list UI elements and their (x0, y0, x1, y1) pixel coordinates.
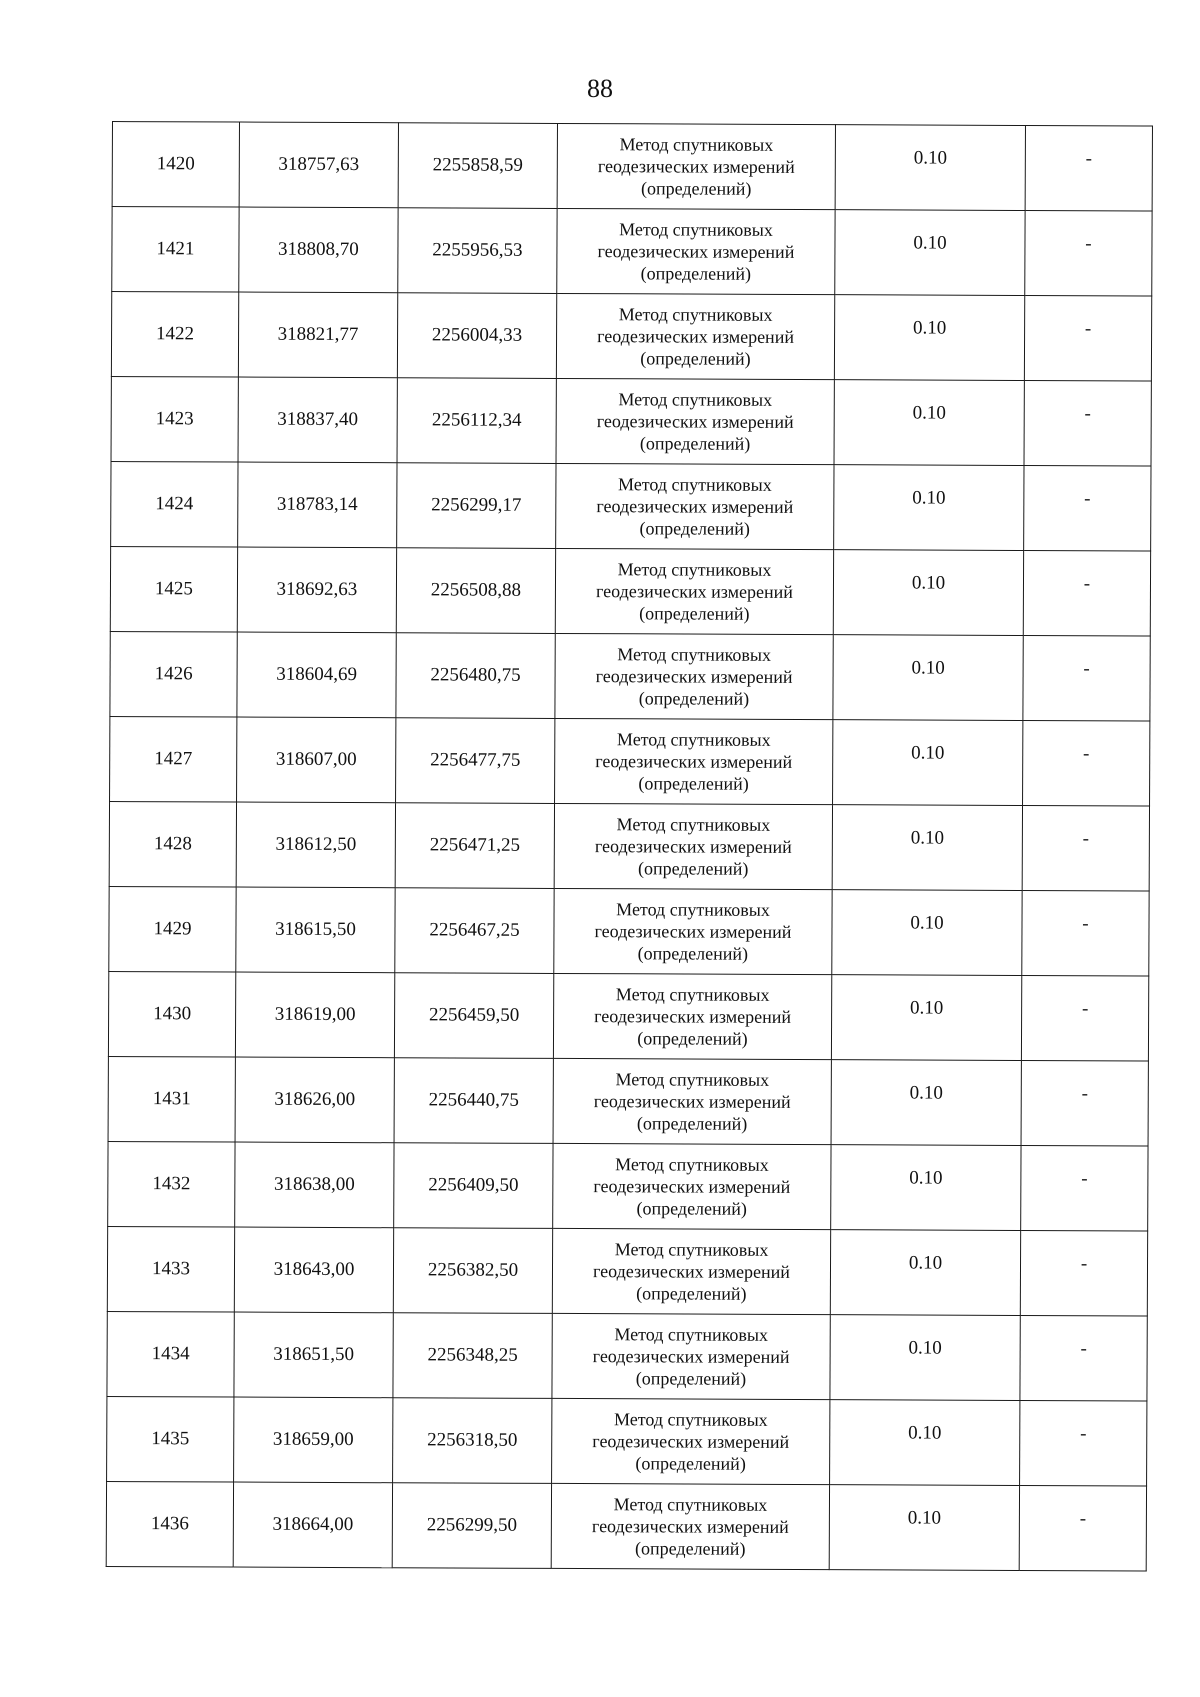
method-text-line: геодезических измерений (597, 156, 795, 177)
table-row (107, 1311, 1147, 1401)
table-row (110, 546, 1150, 636)
note-cell: - (1024, 295, 1151, 381)
note-cell: - (1019, 1485, 1146, 1571)
x-coordinate-cell: 318615,50 (236, 887, 395, 973)
table-row (109, 886, 1149, 976)
method-text-line: Метод спутниковых (618, 474, 772, 495)
method-text-line: Метод спутниковых (615, 1069, 770, 1090)
method-cell (556, 378, 834, 464)
accuracy-cell: 0.10 (833, 550, 1023, 636)
point-number-cell: 1424 (111, 461, 238, 547)
method-text-line: (определений) (638, 773, 749, 794)
method-text-line: геодезических измерений (596, 411, 794, 432)
x-coordinate-cell: 318626,00 (235, 1057, 394, 1143)
x-coordinate-cell: 318604,69 (237, 632, 396, 718)
accuracy-cell: 0.10 (835, 125, 1025, 211)
method-cell (554, 888, 832, 974)
note-cell: - (1023, 550, 1150, 636)
method-text-line: геодезических измерений (594, 836, 792, 857)
table-row (111, 461, 1151, 551)
method-text-line: Метод спутниковых (615, 984, 770, 1005)
accuracy-cell: 0.10 (830, 1400, 1020, 1486)
accuracy-cell: 0.10 (832, 890, 1022, 976)
note-cell: - (1022, 890, 1149, 976)
coordinates-table (106, 121, 1153, 1572)
method-text-line: геодезических измерений (592, 1346, 790, 1367)
note-cell: - (1025, 125, 1152, 211)
method-cell (557, 208, 835, 294)
method-text-line: (определений) (636, 1113, 748, 1134)
method-cell (555, 548, 833, 634)
x-coordinate-cell: 318808,70 (239, 207, 398, 293)
accuracy-cell: 0.10 (832, 805, 1022, 891)
y-coordinate-cell: 2256471,25 (395, 803, 554, 889)
note-cell: - (1023, 720, 1150, 806)
y-coordinate-cell: 2256382,50 (393, 1228, 552, 1314)
point-number-cell: 1423 (111, 376, 238, 462)
method-text-line: (определений) (635, 1538, 746, 1559)
x-coordinate-cell: 318664,00 (233, 1482, 392, 1568)
x-coordinate-cell: 318651,50 (234, 1312, 393, 1398)
accuracy-cell: 0.10 (829, 1485, 1019, 1571)
point-number-cell: 1435 (107, 1396, 234, 1482)
note-cell: - (1020, 1315, 1147, 1401)
accuracy-cell: 0.10 (833, 635, 1023, 721)
y-coordinate-cell: 2256459,50 (394, 973, 553, 1059)
method-text-line: (определений) (640, 178, 752, 199)
x-coordinate-cell: 318638,00 (235, 1142, 394, 1228)
point-number-cell: 1421 (112, 207, 239, 293)
point-number-cell: 1434 (107, 1311, 234, 1397)
method-text-line: Метод спутниковых (616, 729, 771, 750)
method-text-line: (определений) (637, 943, 749, 964)
table-row (107, 1396, 1147, 1486)
table-row (109, 801, 1149, 891)
method-cell (552, 1313, 830, 1399)
x-coordinate-cell: 318643,00 (234, 1227, 393, 1313)
point-number-cell: 1429 (109, 886, 236, 972)
x-coordinate-cell: 318659,00 (234, 1397, 393, 1483)
method-text-line: (определений) (639, 603, 750, 624)
point-number-cell: 1422 (111, 292, 238, 378)
method-text-line: (определений) (639, 433, 751, 454)
method-text-line: Метод спутниковых (618, 389, 773, 410)
method-cell (554, 803, 832, 889)
method-text-line: Метод спутниковых (619, 219, 773, 240)
table-row (108, 1056, 1148, 1146)
accuracy-cell: 0.10 (831, 1060, 1021, 1146)
table-row (112, 207, 1152, 297)
x-coordinate-cell: 318837,40 (238, 377, 397, 463)
method-text-line: геодезических измерений (594, 921, 792, 942)
method-text-line: геодезических измерений (593, 1176, 791, 1197)
y-coordinate-cell: 2256004,33 (397, 293, 556, 379)
method-text-line: Метод спутниковых (613, 1409, 768, 1430)
method-text-line: (определений) (639, 518, 750, 539)
method-text-line: геодезических измерений (595, 751, 793, 772)
table-row (110, 631, 1150, 721)
accuracy-cell: 0.10 (835, 210, 1025, 296)
method-text-line: Метод спутниковых (615, 1154, 769, 1175)
note-cell: - (1021, 1060, 1148, 1146)
y-coordinate-cell: 2256409,50 (394, 1143, 553, 1229)
method-cell (552, 1398, 830, 1484)
method-cell (553, 1058, 831, 1144)
x-coordinate-cell: 318619,00 (235, 972, 394, 1058)
method-cell (556, 293, 834, 379)
x-coordinate-cell: 318692,63 (237, 547, 396, 633)
accuracy-cell: 0.10 (831, 1145, 1021, 1231)
y-coordinate-cell: 2256318,50 (393, 1398, 552, 1484)
method-text-line: Метод спутниковых (618, 304, 773, 325)
method-text-line: геодезических измерений (596, 496, 794, 517)
method-cell (555, 633, 833, 719)
accuracy-cell: 0.10 (834, 380, 1024, 466)
x-coordinate-cell: 318607,00 (237, 717, 396, 803)
method-cell (553, 1143, 831, 1229)
y-coordinate-cell: 2256480,75 (396, 633, 555, 719)
y-coordinate-cell: 2256467,25 (395, 888, 554, 974)
y-coordinate-cell: 2255858,59 (398, 123, 557, 209)
y-coordinate-cell: 2256440,75 (394, 1058, 553, 1144)
table-row (108, 1141, 1148, 1231)
y-coordinate-cell: 2255956,53 (398, 208, 557, 294)
y-coordinate-cell: 2256299,50 (392, 1483, 551, 1569)
page-number: 88 (587, 74, 613, 103)
point-number-cell: 1430 (108, 971, 235, 1057)
method-text-line: геодезических измерений (591, 1516, 789, 1537)
accuracy-cell: 0.10 (833, 720, 1023, 806)
accuracy-cell: 0.10 (831, 975, 1021, 1061)
y-coordinate-cell: 2256348,25 (393, 1313, 552, 1399)
method-text-line: геодезических измерений (592, 1431, 790, 1452)
method-text-line: Метод спутниковых (614, 1324, 769, 1345)
method-text-line: (определений) (637, 1028, 748, 1049)
accuracy-cell: 0.10 (834, 295, 1024, 381)
table-row (107, 1226, 1147, 1316)
x-coordinate-cell: 318783,14 (238, 462, 397, 548)
point-number-cell: 1428 (109, 801, 236, 887)
method-text-line: геодезических измерений (593, 1091, 791, 1112)
method-text-line: (определений) (636, 1283, 747, 1304)
method-text-line: геодезических измерений (597, 241, 795, 262)
note-cell: - (1022, 805, 1149, 891)
table-body (106, 122, 1152, 1572)
y-coordinate-cell: 2256299,17 (397, 463, 556, 549)
table-row (112, 122, 1152, 212)
method-text-line: Метод спутниковых (617, 559, 772, 580)
method-cell (555, 718, 833, 804)
accuracy-cell: 0.10 (830, 1315, 1020, 1401)
method-text-line: геодезических измерений (595, 666, 793, 687)
method-text-line: Метод спутниковых (613, 1494, 768, 1515)
table-row (110, 716, 1150, 806)
point-number-cell: 1427 (110, 716, 237, 802)
table-row (106, 1481, 1146, 1571)
method-text-line: (определений) (636, 1198, 747, 1219)
note-cell: - (1024, 465, 1151, 551)
point-number-cell: 1436 (106, 1481, 233, 1567)
y-coordinate-cell: 2256477,75 (396, 718, 555, 804)
method-cell (551, 1483, 829, 1569)
note-cell: - (1020, 1230, 1147, 1316)
point-number-cell: 1425 (110, 546, 237, 632)
note-cell: - (1023, 635, 1150, 721)
point-number-cell: 1433 (107, 1226, 234, 1312)
method-text-line: (определений) (635, 1368, 747, 1389)
method-text-line: Метод спутниковых (616, 899, 770, 920)
note-cell: - (1024, 380, 1151, 466)
accuracy-cell: 0.10 (830, 1230, 1020, 1316)
method-cell (552, 1228, 830, 1314)
method-text-line: геодезических измерений (593, 1261, 790, 1282)
y-coordinate-cell: 2256508,88 (396, 548, 555, 634)
method-cell (553, 973, 831, 1059)
table-row (111, 292, 1151, 382)
method-text-line: Метод спутниковых (617, 644, 772, 665)
method-text-line: Метод спутниковых (616, 814, 771, 835)
note-cell: - (1021, 975, 1148, 1061)
table-row (108, 971, 1148, 1061)
point-number-cell: 1420 (112, 122, 239, 208)
method-cell (556, 463, 834, 549)
method-text-line: Метод спутниковых (614, 1239, 769, 1260)
method-text-line: (определений) (637, 858, 749, 879)
accuracy-cell: 0.10 (834, 465, 1024, 551)
y-coordinate-cell: 2256112,34 (397, 378, 556, 464)
method-cell (557, 123, 835, 209)
point-number-cell: 1432 (108, 1141, 235, 1227)
note-cell: - (1020, 1400, 1147, 1486)
point-number-cell: 1431 (108, 1056, 235, 1142)
x-coordinate-cell: 318821,77 (238, 292, 397, 378)
method-text-line: геодезических измерений (594, 1006, 792, 1027)
x-coordinate-cell: 318757,63 (239, 122, 398, 208)
method-text-line: (определений) (640, 348, 751, 369)
method-text-line: геодезических измерений (595, 581, 793, 602)
method-text-line: (определений) (640, 263, 752, 284)
point-number-cell: 1426 (110, 631, 237, 717)
method-text-line: (определений) (635, 1453, 746, 1474)
x-coordinate-cell: 318612,50 (236, 802, 395, 888)
table-row (111, 376, 1151, 466)
note-cell: - (1025, 210, 1152, 296)
note-cell: - (1021, 1145, 1148, 1231)
method-text-line: Метод спутниковых (619, 134, 774, 155)
method-text-line: геодезических измерений (597, 326, 795, 347)
method-text-line: (определений) (638, 688, 750, 709)
